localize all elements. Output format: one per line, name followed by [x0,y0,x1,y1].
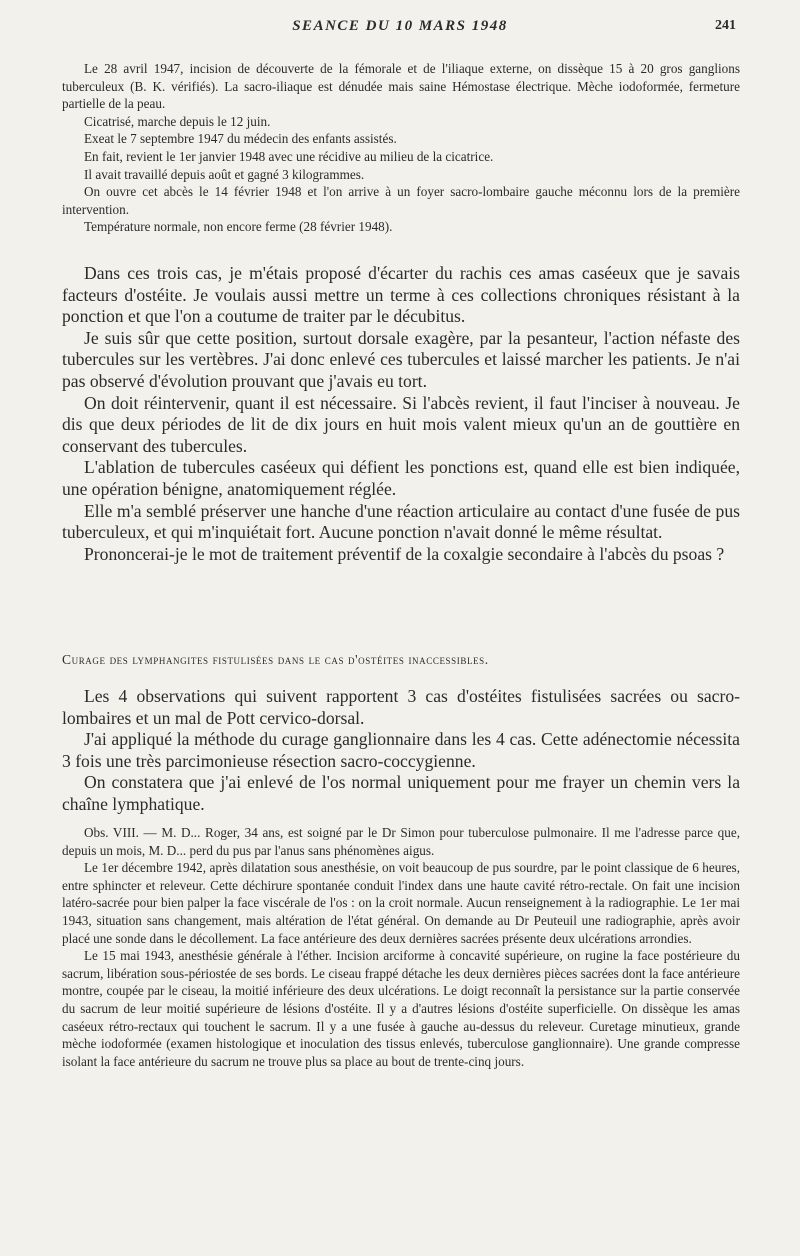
observation-paragraph: Obs. VIII. — M. D... Roger, 34 ans, est soigné par le Dr Simon pour tuberculose pulmonaire. Il me l'adresse parce que, depuis un mois, M. D... perd du pus par l'anus sans phénomènes aigus. [62,825,740,858]
discussion [62,263,740,565]
case-note-paragraph: Le 28 avril 1947, incision de découverte de la fémorale et de l'iliaque externe, on dissèque 15 à 20 gros ganglions tuberculeux (B. K. vérifiés). La sacro-iliaque est dénudée mais saine Hémostase électrique. Mèche iodoformée, fermeture partielle de la peau. [62,61,740,112]
section-title: Curage des lymphangites fistulisées dans le cas d'ostéites inaccessibles. [62,652,489,667]
observation-paragraph: Le 1er décembre 1942, après dilatation sous anesthésie, on voit beaucoup de pus sourdre, par le point classique de 6 heures, entre sphincter et releveur. Cette déchirure spontanée conduit l'index dans une haute cavité rétro-rectale. On fait une incision latéro-sacrée pour bien palper la face viscérale de l'os : on la croit normale. Aucun renseignement à la radiographie. Le 1er mai 1943, situation sans changement, mais altération de l'état général. On demande au Dr Peuteuil une radiographie, après avoir placé une sonde dans le décollement. La face antérieure des deux dernières sacrées présente deux ulcérations arrondies. [62,860,740,946]
observation-paragraph: Le 15 mai 1943, anesthésie générale à l'éther. Incision arciforme à concavité supérieure, on rugine la face postérieure du sacrum, libération sous-périostée de ses bords. Le ciseau frappé détache les deux dernières pièces sacrées dont la face antérieure montre, coupée par le ciseau, la moitié inférieure des deux ulcérations. Le doigt reconnaît la persistance sur la partie conservée du sacrum de leur moitié supérieure de lésions d'ostéite. Il y a d'autres lésions d'ostéite superficielle. On dissèque les amas caséeux rétro-rectaux qui touchent le sacrum. Il y a une fusée à gauche au-dessus du releveur. Curetage minutieux, grande mèche iodoformée (examen histologique et inoculation des tissus enlevés, tuberculose ganglionnaire). Une grande compresse isolant la face antérieure du sacrum ne trouve plus sa place au bout de trente-cinq jours. [62,948,740,1069]
case-note-paragraph: Exeat le 7 septembre 1947 du médecin des enfants assistés. [84,131,397,147]
case-note-paragraph: Cicatrisé, marche depuis le 12 juin. [84,113,271,129]
page-header [60,18,740,42]
discussion-paragraph: Elle m'a semblé préserver une hanche d'une réaction articulaire au contact d'une fusée de pus tuberculeux, et qui m'inquiétait fort. Aucune ponction n'avait donné le même résultat. [62,500,740,543]
discussion-paragraph: Je suis sûr que cette position, surtout dorsale exagère, par la pesanteur, l'action néfaste des tubercules sur les vertèbres. J'ai donc enlevé ces tubercules et laissé marcher les patients. Je n'ai pas observé d'évolution prouvant que j'avais eu tort. [62,327,740,391]
case-note-paragraph: En fait, revient le 1er janvier 1948 avec une récidive au milieu de la cicatrice. [84,148,494,164]
page-number: 241 [715,18,736,33]
case-notes [62,60,740,236]
case-note-paragraph: Il avait travaillé depuis août et gagné 3 kilogrammes. [84,166,365,182]
section-intro [62,686,740,816]
intro-paragraph: J'ai appliqué la méthode du curage ganglionnaire dans les 4 cas. Cette adénectomie nécessita 3 fois une très parcimonieuse résection sacro-coccygienne. [62,729,740,771]
discussion-paragraph: L'ablation de tubercules caséeux qui défient les ponctions est, quand elle est bien indiquée, une opération bénigne, anatomiquement réglée. [62,457,740,499]
discussion-paragraph: Dans ces trois cas, je m'étais proposé d'écarter du rachis ces amas caséeux que je savais facteurs d'ostéite. Je voulais aussi mettre un terme à ces collections chroniques résistant à la ponction et que l'on a coutume de traiter par le décubitus. [62,263,740,327]
discussion-paragraph: On doit réintervenir, quant il est nécessaire. Si l'abcès revient, il faut l'inciser à nouveau. Je dis que deux périodes de lit de dix jours en huit mois valent mieux qu'un an de gouttière en conservant des tubercules. [62,392,740,456]
running-title: SEANCE DU 10 MARS 1948 [292,18,508,34]
discussion-paragraph: Prononcerai-je le mot de traitement préventif de la coxalgie secondaire à l'abcès du psoas ? [84,543,725,564]
intro-paragraph: On constatera que j'ai enlevé de l'os normal uniquement pour me frayer un chemin vers la chaîne lymphatique. [62,772,740,814]
observation-viii [62,824,740,1070]
case-note-paragraph: Température normale, non encore ferme (28 février 1948). [84,219,393,235]
intro-paragraph: Les 4 observations qui suivent rapportent 3 cas d'ostéites fistulisées sacrées ou sacro-lombaires et un mal de Pott cervico-dorsal. [62,686,740,728]
case-note-paragraph: On ouvre cet abcès le 14 février 1948 et l'on arrive à un foyer sacro-lombaire gauche méconnu lors de la première intervention. [62,184,740,217]
